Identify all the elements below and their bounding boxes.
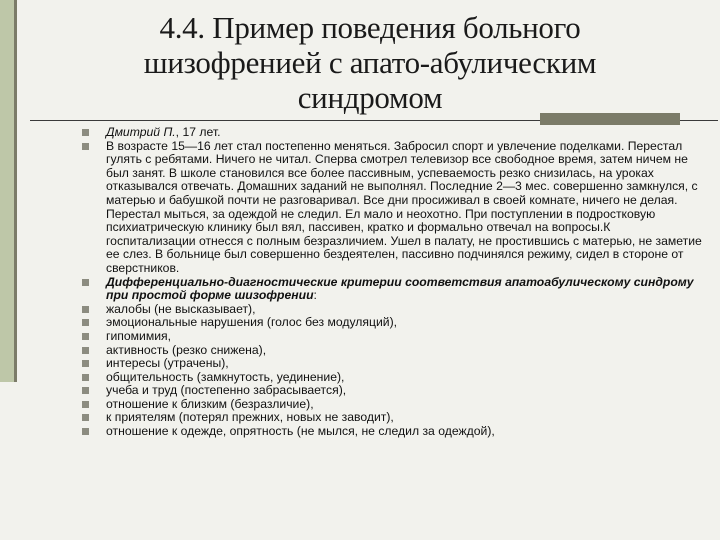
list-item [82, 425, 702, 439]
list-item [82, 371, 702, 385]
square-bullet-icon [82, 414, 89, 421]
list-item [82, 126, 702, 140]
square-bullet-icon [82, 306, 89, 313]
square-bullet-icon [82, 129, 89, 136]
criteria-heading: Дифференциально-диагностические критерии соответствия апатоабулическому синдрому при простой форме шизофрении [106, 274, 694, 303]
criteria-colon: : [313, 288, 317, 303]
list-item [82, 344, 702, 358]
patient-name: Дмитрий П. [106, 125, 176, 139]
criterion-text: интересы (утрачены), [106, 356, 229, 371]
criterion-text: активность (резко снижена), [106, 342, 267, 357]
list-item [82, 330, 702, 344]
list-item [82, 411, 702, 425]
patient-age: , 17 лет. [175, 125, 221, 139]
left-decor-band [0, 0, 14, 382]
criterion-text: жалобы (не высказывает), [106, 301, 256, 316]
slide-title: 4.4. Пример поведения больного шизофренией с апато-абулическим синдромом [143, 10, 597, 115]
square-bullet-icon [82, 319, 89, 326]
title-accent-bar [540, 113, 680, 125]
square-bullet-icon [82, 333, 89, 340]
criterion-text: общительность (замкнутость, уединение), [106, 369, 345, 384]
list-item [82, 384, 702, 398]
square-bullet-icon [82, 428, 89, 435]
left-decor-line [14, 0, 17, 382]
criterion-text: отношение к близким (безразличие), [106, 396, 314, 411]
list-item [82, 140, 702, 276]
criterion-text: гипомимия, [106, 328, 171, 343]
square-bullet-icon [82, 143, 89, 150]
square-bullet-icon [82, 374, 89, 381]
square-bullet-icon [82, 347, 89, 354]
list-item [82, 276, 702, 303]
list-item [82, 303, 702, 317]
criterion-text: эмоциональные нарушения (голос без модуляций), [106, 315, 398, 330]
list-item [82, 316, 702, 330]
square-bullet-icon [82, 360, 89, 367]
square-bullet-icon [82, 401, 89, 408]
square-bullet-icon [82, 387, 89, 394]
case-description: В возрасте 15—16 лет стал постепенно меняться. Забросил спорт и увлечение поделками. Перестал гулять с ребятами. Ничего не читал. Сперва смотрел телевизор все свободное время, затем ничем не был занят. В школе становился все более пассивным, успеваемость резко снизилась, на уроках отказывался отвечать. Домашних заданий не выполнял. Последние 2—3 мес. совершенно замкнулся, с матерью и бабушкой почти не разговаривал. Все дни просиживал в своей комнате, ничего не делая. Перестал мыться, за одеждой не следил. Ел мало и неохотно. При поступлении в подростковую психиатрическую клинику был вял, пассивен, кратко и формально отвечал на вопросы.К госпитализации отнесся с полным безразличием. Ушел в палату, не простившись с матерью, не заметие ее слез. В больнице был совершенно бездеятелен, пассивно подчинялся режиму, сидел в стороне от сверстников. [106, 138, 702, 275]
criterion-text: учеба и труд (постепенно забрасывается), [106, 383, 347, 398]
criterion-text: отношение к одежде, опрятность (не мылся, не следил за одеждой), [106, 424, 495, 439]
bullet-list [82, 126, 702, 439]
list-item [82, 357, 702, 371]
list-item [82, 398, 702, 412]
criterion-text: к приятелям (потерял прежних, новых не заводит), [106, 410, 394, 425]
square-bullet-icon [82, 279, 89, 286]
